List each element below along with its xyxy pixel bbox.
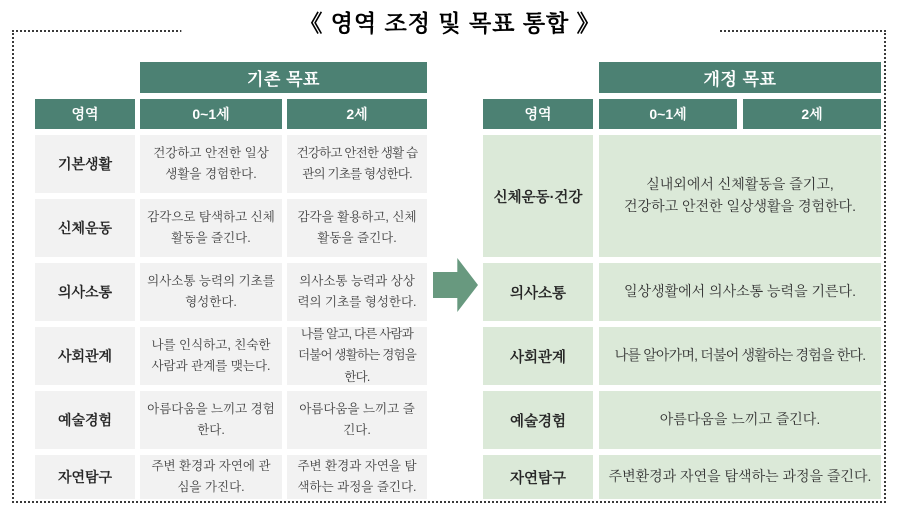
goal-cell: 아름다움을 느끼고 즐긴다. bbox=[287, 391, 427, 449]
existing-goals-banner: 기존 목표 bbox=[140, 62, 427, 93]
column-header-age01: 0~1세 bbox=[140, 99, 282, 129]
column-header-age01: 0~1세 bbox=[599, 99, 737, 129]
goal-line: 실내외에서 신체활동을 즐기고, bbox=[646, 176, 834, 193]
page-title: 《 영역 조정 및 목표 통합 》 bbox=[181, 5, 718, 38]
goal-cell: 아름다움을 느끼고 즐긴다. bbox=[599, 391, 881, 449]
domain-cell: 자연탐구 bbox=[483, 455, 593, 499]
domain-cell: 기본생활 bbox=[35, 135, 135, 193]
column-header-age2: 2세 bbox=[743, 99, 881, 129]
goal-cell: 의사소통 능력과 상상력의 기초를 형성한다. bbox=[287, 263, 427, 321]
domain-cell: 신체운동·건강 bbox=[483, 135, 593, 257]
existing-goals-table bbox=[35, 62, 427, 499]
goal-cell bbox=[599, 135, 881, 257]
column-header-domain: 영역 bbox=[483, 99, 593, 129]
goal-cell: 건강하고 안전한 생활 습관의 기초를 형성한다. bbox=[287, 135, 427, 193]
domain-cell: 예술경험 bbox=[483, 391, 593, 449]
domain-cell: 의사소통 bbox=[35, 263, 135, 321]
domain-cell: 신체운동 bbox=[35, 199, 135, 257]
domain-cell: 자연탐구 bbox=[35, 455, 135, 499]
goal-cell: 일상생활에서 의사소통 능력을 기른다. bbox=[599, 263, 881, 321]
domain-cell: 의사소통 bbox=[483, 263, 593, 321]
goal-cell: 감각으로 탐색하고 신체활동을 즐긴다. bbox=[140, 199, 282, 257]
domain-cell: 사회관계 bbox=[483, 327, 593, 385]
goal-cell: 주변 환경과 자연을 탐색하는 과정을 즐긴다. bbox=[287, 455, 427, 499]
goal-cell: 아름다움을 느끼고 경험한다. bbox=[140, 391, 282, 449]
goal-cell: 나를 알아가며, 더불어 생활하는 경험을 한다. bbox=[599, 327, 881, 385]
domain-cell: 예술경험 bbox=[35, 391, 135, 449]
goal-line: 건강하고 안전한 일상생활을 경험한다. bbox=[624, 198, 856, 214]
domain-cell: 사회관계 bbox=[35, 327, 135, 385]
goal-cell: 감각을 활용하고, 신체 활동을 즐긴다. bbox=[287, 199, 427, 257]
goal-cell: 건강하고 안전한 일상 생활을 경험한다. bbox=[140, 135, 282, 193]
revised-goals-table bbox=[483, 62, 881, 499]
column-header-domain: 영역 bbox=[35, 99, 135, 129]
revised-goals-banner: 개정 목표 bbox=[599, 62, 881, 93]
goal-cell: 주변환경과 자연을 탐색하는 과정을 즐긴다. bbox=[599, 455, 881, 499]
goal-cell: 나를 인식하고, 친숙한 사람과 관계를 맺는다. bbox=[140, 327, 282, 385]
column-header-age2: 2세 bbox=[287, 99, 427, 129]
goal-cell: 나를 알고, 다른 사람과 더불어 생활하는 경험을 한다. bbox=[287, 327, 427, 385]
goal-cell: 의사소통 능력의 기초를 형성한다. bbox=[140, 263, 282, 321]
goal-cell: 주변 환경과 자연에 관심을 가진다. bbox=[140, 455, 282, 499]
